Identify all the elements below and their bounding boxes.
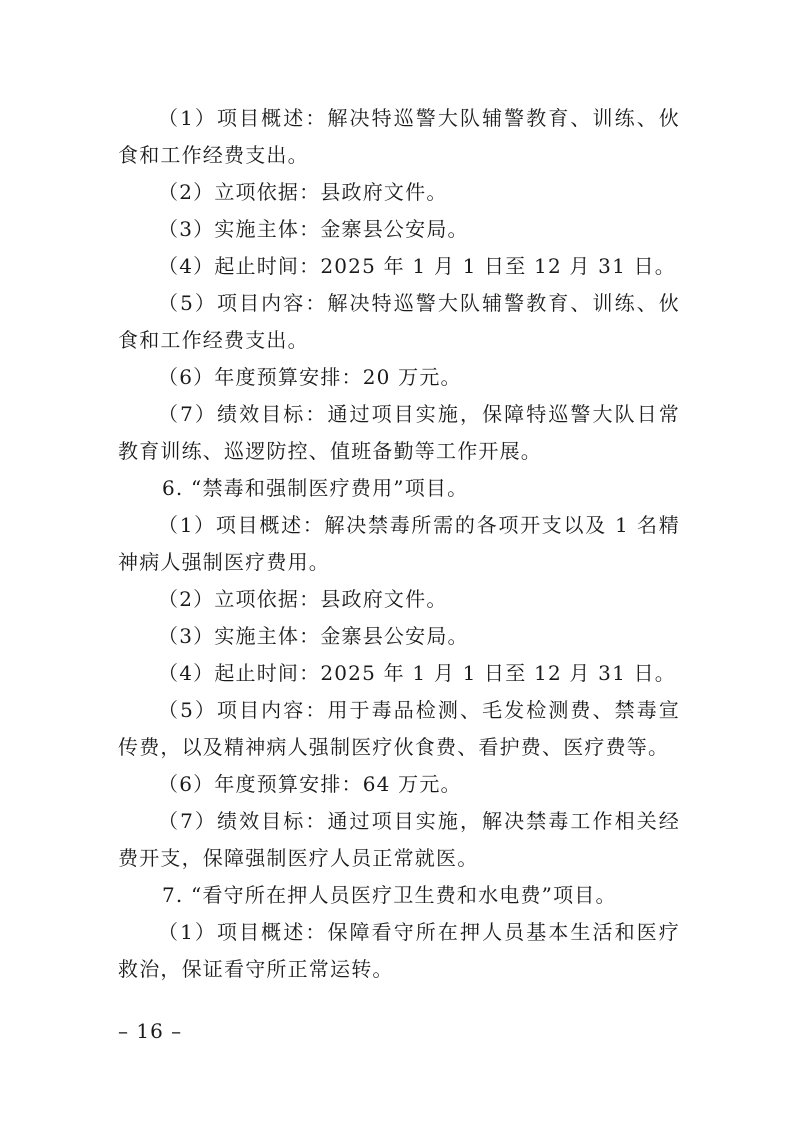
paragraph-3: （3）实施主体：金寨县公安局。	[158, 217, 469, 241]
paragraph-6: （6）年度预算安排：20 万元。	[158, 365, 462, 389]
paragraph-4: （4）起止时间：2025 年 1 月 1 日至 12 月 31 日。	[158, 254, 676, 278]
paragraph-14: （7）绩效目标：通过项目实施，解决禁毒工作相关经费开支，保障强制医疗人员正常就医。	[118, 809, 680, 870]
paragraph-7: （7）绩效目标：通过项目实施，保障特巡警大队日常教育训练、巡逻防控、值班备勤等工作开展。	[118, 402, 680, 463]
paragraph-1: （1）项目概述：解决特巡警大队辅警教育、训练、伙食和工作经费支出。	[118, 106, 680, 167]
page-number: – 16 –	[118, 1019, 183, 1043]
paragraph-10: （3）实施主体：金寨县公安局。	[158, 624, 469, 648]
paragraph-2: （2）立项依据：县政府文件。	[158, 180, 448, 204]
paragraph-13: （6）年度预算安排：64 万元。	[158, 772, 462, 796]
paragraph-9: （2）立项依据：县政府文件。	[158, 587, 448, 611]
paragraph-8: （1）项目概述：解决禁毒所需的各项开支以及 1 名精神病人强制医疗费用。	[118, 513, 680, 574]
section-heading-7: 7. “看守所在押人员医疗卫生费和水电费”项目。	[162, 883, 617, 907]
paragraph-5: （5）项目内容：解决特巡警大队辅警教育、训练、伙食和工作经费支出。	[118, 291, 680, 352]
paragraph-11: （4）起止时间：2025 年 1 月 1 日至 12 月 31 日。	[158, 661, 676, 685]
paragraph-15: （1）项目概述：保障看守所在押人员基本生活和医疗救治，保证看守所正常运转。	[118, 920, 680, 981]
paragraph-12: （5）项目内容：用于毒品检测、毛发检测费、禁毒宣传费，以及精神病人强制医疗伙食费、看护费、医疗费等。	[118, 698, 680, 759]
section-heading-6: 6. “禁毒和强制医疗费用”项目。	[162, 476, 469, 500]
